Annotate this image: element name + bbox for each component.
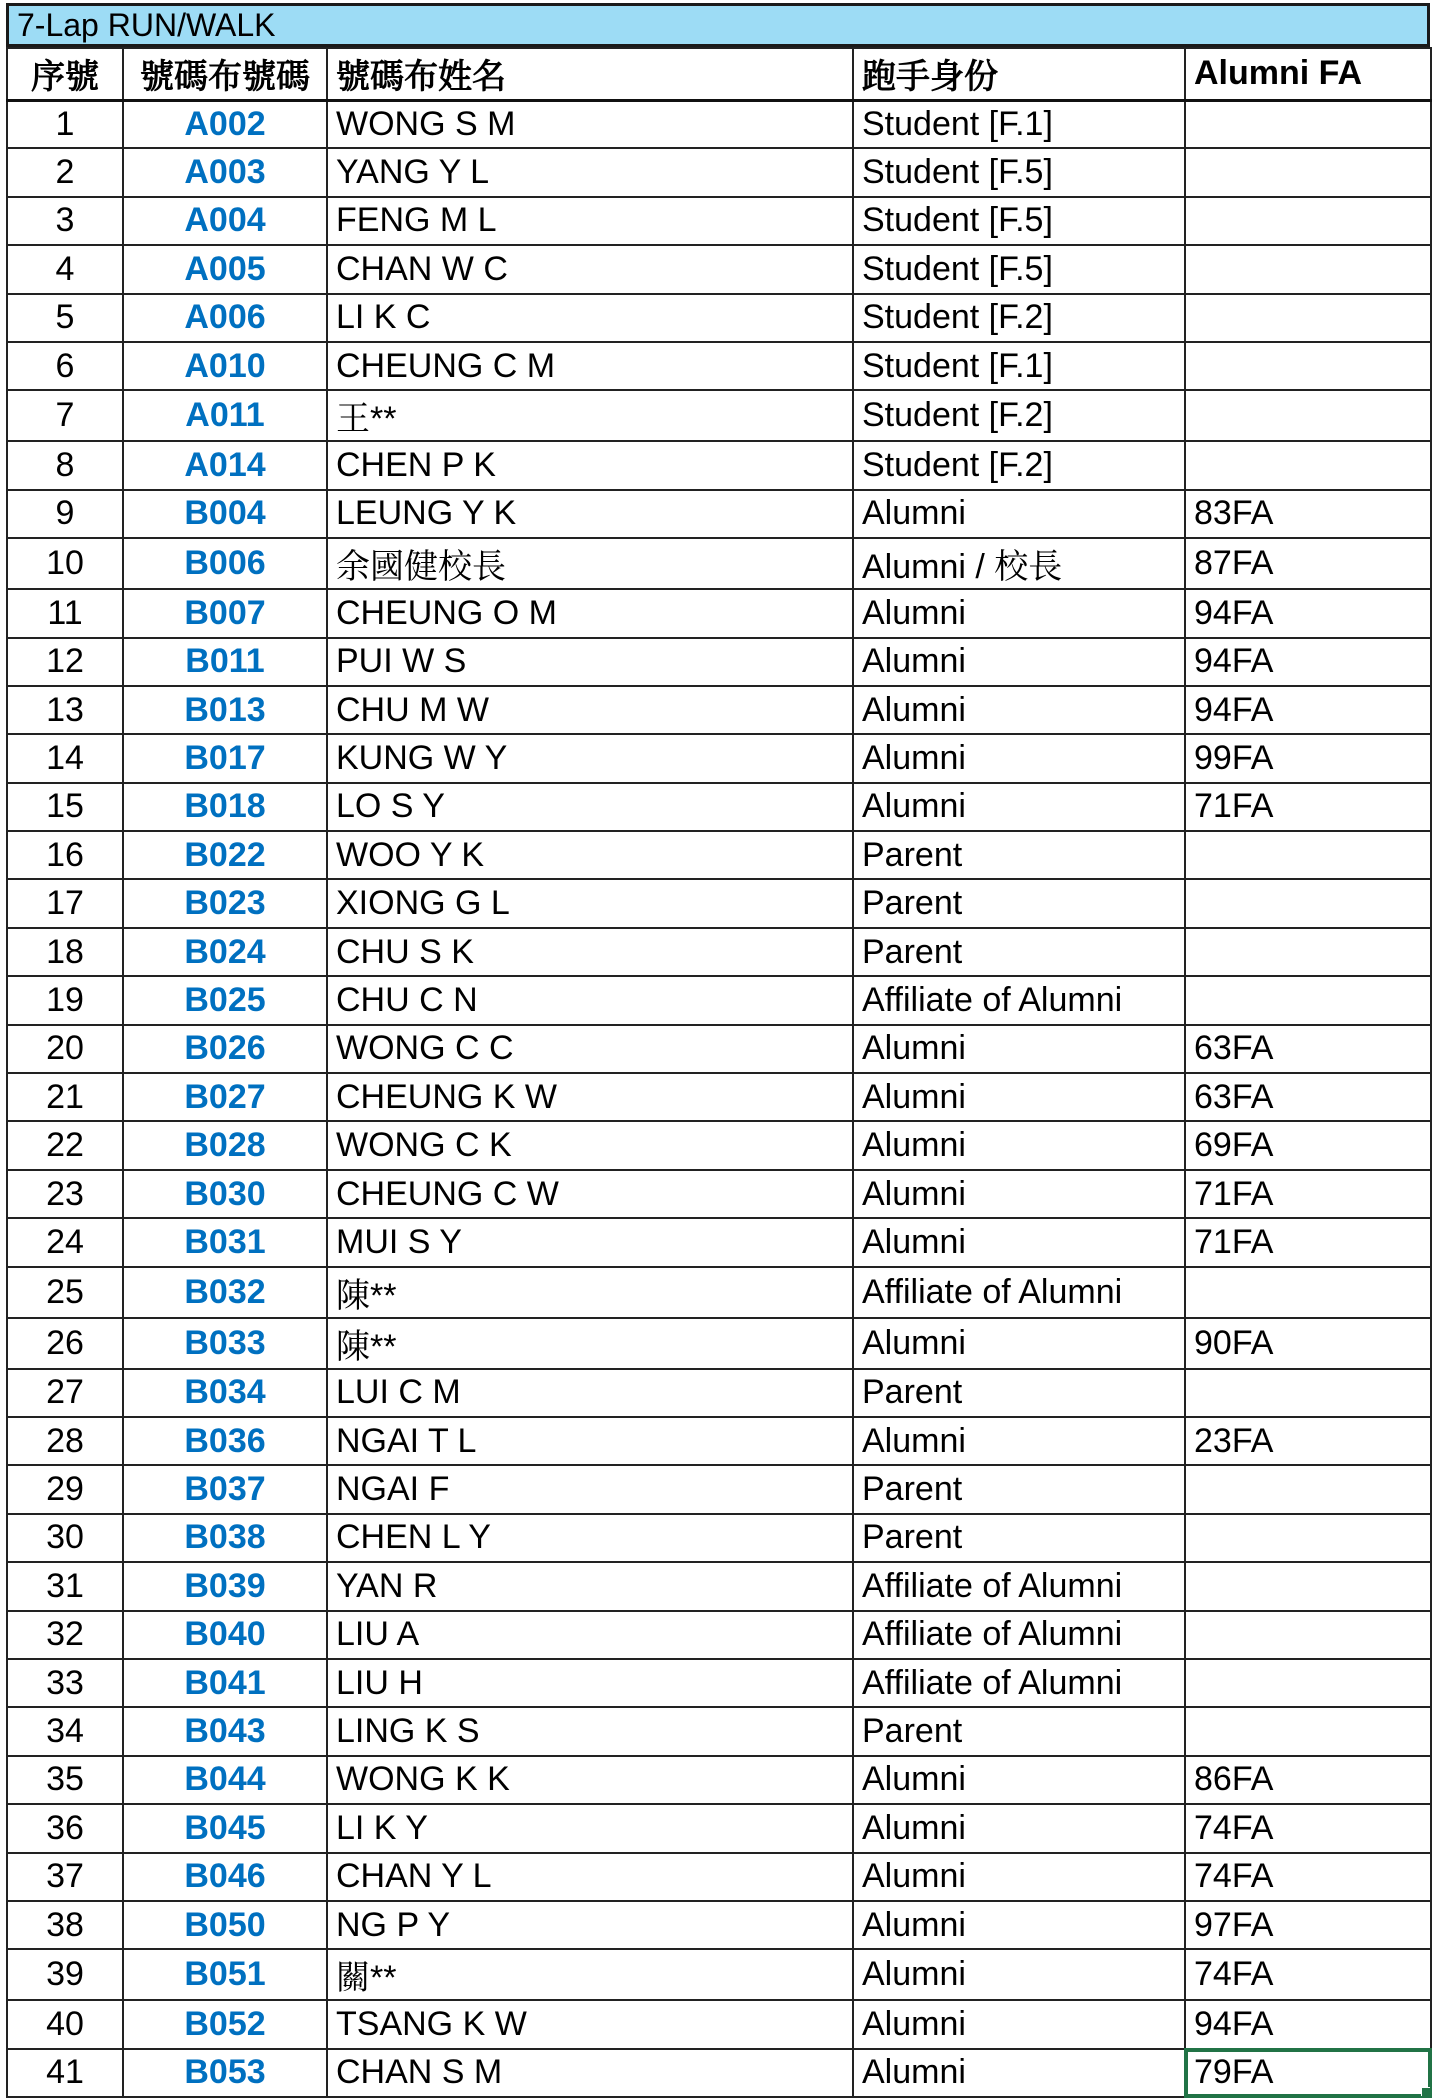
- table-header: [7, 48, 1431, 100]
- table-row: [7, 1804, 1431, 1852]
- cell-fa[interactable]: 94FA: [1185, 589, 1431, 637]
- cell-seq[interactable]: 8: [7, 441, 123, 489]
- cell-seq[interactable]: 34: [7, 1707, 123, 1755]
- cell-name[interactable]: LO S Y: [327, 783, 853, 831]
- cell-bib[interactable]: B037: [123, 1465, 327, 1513]
- cell-seq[interactable]: 16: [7, 831, 123, 879]
- cell-fa[interactable]: [1185, 976, 1431, 1024]
- cell-seq[interactable]: 21: [7, 1073, 123, 1121]
- table-row: [7, 1949, 1431, 2000]
- cell-fa[interactable]: [1185, 1369, 1431, 1417]
- cell-name[interactable]: CHEN P K: [327, 441, 853, 489]
- cell-seq[interactable]: 4: [7, 245, 123, 293]
- cell-name[interactable]: WONG C K: [327, 1121, 853, 1169]
- table-row: [7, 1707, 1431, 1755]
- cell-bib[interactable]: B036: [123, 1417, 327, 1465]
- table-row: [7, 1417, 1431, 1465]
- cell-role[interactable]: Alumni: [853, 2049, 1185, 2097]
- cell-bib[interactable]: B025: [123, 976, 327, 1024]
- sheet-title-cell[interactable]: [6, 3, 1430, 47]
- cell-role[interactable]: Alumni: [853, 1853, 1185, 1901]
- cell-role[interactable]: Student [F.5]: [853, 148, 1185, 196]
- cell-role[interactable]: Student [F.1]: [853, 100, 1185, 148]
- cell-seq[interactable]: 15: [7, 783, 123, 831]
- cell-fa[interactable]: 90FA: [1185, 1318, 1431, 1369]
- cell-name[interactable]: MUI S Y: [327, 1218, 853, 1266]
- cell-fa[interactable]: [1185, 441, 1431, 489]
- cell-name[interactable]: LI K C: [327, 294, 853, 342]
- table-row: [7, 2049, 1431, 2097]
- cell-name[interactable]: CHEUNG O M: [327, 589, 853, 637]
- cell-role[interactable]: Alumni: [853, 1756, 1185, 1804]
- cell-bib[interactable]: B045: [123, 1804, 327, 1852]
- cell-fa[interactable]: 99FA: [1185, 734, 1431, 782]
- cell-name[interactable]: 陳**: [327, 1267, 853, 1318]
- cell-seq[interactable]: 22: [7, 1121, 123, 1169]
- cell-fa[interactable]: [1185, 197, 1431, 245]
- cell-bib[interactable]: B050: [123, 1901, 327, 1949]
- header-name[interactable]: 號碼布姓名: [327, 48, 853, 100]
- cell-fa[interactable]: [1185, 294, 1431, 342]
- cell-fa[interactable]: 71FA: [1185, 1218, 1431, 1266]
- table-row: [7, 390, 1431, 441]
- cell-seq[interactable]: 37: [7, 1853, 123, 1901]
- table-row: [7, 1369, 1431, 1417]
- cell-bib[interactable]: A005: [123, 245, 327, 293]
- cell-bib[interactable]: A003: [123, 148, 327, 196]
- cell-fa[interactable]: [1185, 879, 1431, 927]
- cell-seq[interactable]: 26: [7, 1318, 123, 1369]
- cell-name[interactable]: FENG M L: [327, 197, 853, 245]
- cell-seq[interactable]: 39: [7, 1949, 123, 2000]
- cell-role[interactable]: Alumni: [853, 783, 1185, 831]
- cell-seq[interactable]: 23: [7, 1170, 123, 1218]
- cell-bib[interactable]: B051: [123, 1949, 327, 2000]
- cell-role[interactable]: Alumni: [853, 1025, 1185, 1073]
- cell-bib[interactable]: B026: [123, 1025, 327, 1073]
- cell-role[interactable]: Affiliate of Alumni: [853, 1659, 1185, 1707]
- cell-role[interactable]: Student [F.2]: [853, 390, 1185, 441]
- table-row: [7, 1170, 1431, 1218]
- cell-name[interactable]: TSANG K W: [327, 2000, 853, 2048]
- table-row: [7, 1611, 1431, 1659]
- cell-role[interactable]: Parent: [853, 928, 1185, 976]
- table-row: [7, 1659, 1431, 1707]
- table-row: [7, 1465, 1431, 1513]
- cell-name[interactable]: CHEUNG C M: [327, 342, 853, 390]
- cell-seq[interactable]: 1: [7, 100, 123, 148]
- cell-name[interactable]: CHU M W: [327, 686, 853, 734]
- cell-seq[interactable]: 3: [7, 197, 123, 245]
- table-row: [7, 1514, 1431, 1562]
- cell-role[interactable]: Alumni: [853, 490, 1185, 538]
- cell-seq[interactable]: 13: [7, 686, 123, 734]
- cell-bib[interactable]: A014: [123, 441, 327, 489]
- table-row: [7, 638, 1431, 686]
- cell-seq[interactable]: 6: [7, 342, 123, 390]
- cell-fa[interactable]: [1185, 390, 1431, 441]
- cell-fa[interactable]: 63FA: [1185, 1073, 1431, 1121]
- cell-role[interactable]: Alumni / 校長: [853, 538, 1185, 589]
- cell-fa[interactable]: [1185, 100, 1431, 148]
- cell-role[interactable]: Alumni: [853, 734, 1185, 782]
- cell-name[interactable]: KUNG W Y: [327, 734, 853, 782]
- cell-seq[interactable]: 18: [7, 928, 123, 976]
- table-row: [7, 1267, 1431, 1318]
- table-row: [7, 100, 1431, 148]
- cell-bib[interactable]: B006: [123, 538, 327, 589]
- cell-bib[interactable]: B022: [123, 831, 327, 879]
- cell-role[interactable]: Student [F.5]: [853, 197, 1185, 245]
- cell-seq[interactable]: 14: [7, 734, 123, 782]
- cell-fa[interactable]: 94FA: [1185, 2000, 1431, 2048]
- cell-role[interactable]: Student [F.2]: [853, 441, 1185, 489]
- cell-bib[interactable]: B041: [123, 1659, 327, 1707]
- cell-bib[interactable]: B039: [123, 1562, 327, 1610]
- cell-bib[interactable]: B004: [123, 490, 327, 538]
- table-row: [7, 441, 1431, 489]
- cell-fa[interactable]: 83FA: [1185, 490, 1431, 538]
- cell-bib[interactable]: A002: [123, 100, 327, 148]
- cell-fa[interactable]: 87FA: [1185, 538, 1431, 589]
- table-row: [7, 148, 1431, 196]
- cell-role[interactable]: Student [F.2]: [853, 294, 1185, 342]
- table-body: [7, 100, 1431, 2097]
- cell-bib[interactable]: B034: [123, 1369, 327, 1417]
- cell-name[interactable]: CHEN L Y: [327, 1514, 853, 1562]
- cell-name[interactable]: LIU H: [327, 1659, 853, 1707]
- table-row: [7, 734, 1431, 782]
- cell-seq[interactable]: 29: [7, 1465, 123, 1513]
- cell-fa[interactable]: 94FA: [1185, 638, 1431, 686]
- cell-role[interactable]: Parent: [853, 1369, 1185, 1417]
- cell-bib[interactable]: B040: [123, 1611, 327, 1659]
- table-row: [7, 490, 1431, 538]
- cell-role[interactable]: Alumni: [853, 1218, 1185, 1266]
- header-row: [7, 48, 1431, 100]
- table-row: [7, 1073, 1431, 1121]
- table-row: [7, 686, 1431, 734]
- cell-fa[interactable]: 74FA: [1185, 1804, 1431, 1852]
- cell-bib[interactable]: B013: [123, 686, 327, 734]
- cell-role[interactable]: Parent: [853, 1514, 1185, 1562]
- table-row: [7, 1562, 1431, 1610]
- cell-name[interactable]: LI K Y: [327, 1804, 853, 1852]
- cell-role[interactable]: Parent: [853, 1465, 1185, 1513]
- cell-bib[interactable]: B033: [123, 1318, 327, 1369]
- cell-name[interactable]: XIONG G L: [327, 879, 853, 927]
- cell-bib[interactable]: B044: [123, 1756, 327, 1804]
- cell-seq[interactable]: 5: [7, 294, 123, 342]
- cell-name[interactable]: NGAI F: [327, 1465, 853, 1513]
- cell-role[interactable]: Affiliate of Alumni: [853, 1611, 1185, 1659]
- cell-bib[interactable]: B018: [123, 783, 327, 831]
- cell-seq[interactable]: 27: [7, 1369, 123, 1417]
- sheet-title: 7-Lap RUN/WALK: [17, 7, 276, 43]
- cell-bib[interactable]: B024: [123, 928, 327, 976]
- cell-fa[interactable]: 97FA: [1185, 1901, 1431, 1949]
- cell-fa[interactable]: 74FA: [1185, 1949, 1431, 2000]
- cell-seq[interactable]: 11: [7, 589, 123, 637]
- cell-fa[interactable]: 71FA: [1185, 1170, 1431, 1218]
- cell-fa[interactable]: 69FA: [1185, 1121, 1431, 1169]
- cell-seq[interactable]: 7: [7, 390, 123, 441]
- cell-role[interactable]: Alumni: [853, 1170, 1185, 1218]
- cell-role[interactable]: Alumni: [853, 1121, 1185, 1169]
- cell-bib[interactable]: B030: [123, 1170, 327, 1218]
- cell-fa[interactable]: 94FA: [1185, 686, 1431, 734]
- cell-bib[interactable]: B028: [123, 1121, 327, 1169]
- cell-fa[interactable]: [1185, 831, 1431, 879]
- table-row: [7, 342, 1431, 390]
- cell-bib[interactable]: B023: [123, 879, 327, 927]
- cell-bib[interactable]: B043: [123, 1707, 327, 1755]
- cell-seq[interactable]: 40: [7, 2000, 123, 2048]
- cell-seq[interactable]: 10: [7, 538, 123, 589]
- cell-seq[interactable]: 41: [7, 2049, 123, 2097]
- cell-name[interactable]: NGAI T L: [327, 1417, 853, 1465]
- cell-fa[interactable]: [1185, 928, 1431, 976]
- cell-seq[interactable]: 30: [7, 1514, 123, 1562]
- cell-fa[interactable]: 63FA: [1185, 1025, 1431, 1073]
- cell-bib[interactable]: B011: [123, 638, 327, 686]
- cell-fa[interactable]: [1185, 1465, 1431, 1513]
- table-row: [7, 245, 1431, 293]
- cell-fa[interactable]: 71FA: [1185, 783, 1431, 831]
- cell-seq[interactable]: 17: [7, 879, 123, 927]
- cell-name[interactable]: CHU C N: [327, 976, 853, 1024]
- cell-bib[interactable]: B031: [123, 1218, 327, 1266]
- table-row: [7, 879, 1431, 927]
- cell-name[interactable]: CHU S K: [327, 928, 853, 976]
- cell-name[interactable]: CHEUNG K W: [327, 1073, 853, 1121]
- table-row: [7, 928, 1431, 976]
- cell-name[interactable]: 王**: [327, 390, 853, 441]
- table-row: [7, 1218, 1431, 1266]
- spreadsheet: [6, 3, 1430, 2098]
- cell-seq[interactable]: 35: [7, 1756, 123, 1804]
- cell-role[interactable]: Alumni: [853, 1318, 1185, 1369]
- header-role[interactable]: 跑手身份: [853, 48, 1185, 100]
- cell-name[interactable]: WOO Y K: [327, 831, 853, 879]
- cell-seq[interactable]: 25: [7, 1267, 123, 1318]
- cell-role[interactable]: Alumni: [853, 2000, 1185, 2048]
- cell-fa[interactable]: 86FA: [1185, 1756, 1431, 1804]
- cell-role[interactable]: Alumni: [853, 686, 1185, 734]
- header-fa[interactable]: Alumni FA: [1185, 48, 1431, 100]
- cell-bib[interactable]: B046: [123, 1853, 327, 1901]
- cell-seq[interactable]: 28: [7, 1417, 123, 1465]
- table-row: [7, 1318, 1431, 1369]
- cell-bib[interactable]: A006: [123, 294, 327, 342]
- cell-role[interactable]: Alumni: [853, 1804, 1185, 1852]
- cell-seq[interactable]: 9: [7, 490, 123, 538]
- cell-bib[interactable]: B053: [123, 2049, 327, 2097]
- cell-role[interactable]: Alumni: [853, 1901, 1185, 1949]
- cell-name[interactable]: LING K S: [327, 1707, 853, 1755]
- cell-seq[interactable]: 36: [7, 1804, 123, 1852]
- cell-role[interactable]: Alumni: [853, 589, 1185, 637]
- selected-cell[interactable]: 79FA: [1185, 2049, 1431, 2097]
- table-row: [7, 976, 1431, 1024]
- cell-role[interactable]: Affiliate of Alumni: [853, 976, 1185, 1024]
- cell-name[interactable]: LEUNG Y K: [327, 490, 853, 538]
- table-row: [7, 1901, 1431, 1949]
- header-bib[interactable]: 號碼布號碼: [123, 48, 327, 100]
- header-seq[interactable]: 序號: [7, 48, 123, 100]
- cell-seq[interactable]: 33: [7, 1659, 123, 1707]
- table-row: [7, 783, 1431, 831]
- cell-role[interactable]: Parent: [853, 1707, 1185, 1755]
- cell-fa[interactable]: [1185, 1611, 1431, 1659]
- cell-role[interactable]: Affiliate of Alumni: [853, 1267, 1185, 1318]
- cell-bib[interactable]: B007: [123, 589, 327, 637]
- cell-name[interactable]: PUI W S: [327, 638, 853, 686]
- cell-name[interactable]: WONG S M: [327, 100, 853, 148]
- cell-seq[interactable]: 32: [7, 1611, 123, 1659]
- cell-fa[interactable]: [1185, 1267, 1431, 1318]
- cell-bib[interactable]: A010: [123, 342, 327, 390]
- cell-seq[interactable]: 2: [7, 148, 123, 196]
- cell-bib[interactable]: B052: [123, 2000, 327, 2048]
- cell-name[interactable]: WONG K K: [327, 1756, 853, 1804]
- cell-name[interactable]: CHAN W C: [327, 245, 853, 293]
- cell-role[interactable]: Affiliate of Alumni: [853, 1562, 1185, 1610]
- cell-seq[interactable]: 31: [7, 1562, 123, 1610]
- cell-role[interactable]: Parent: [853, 879, 1185, 927]
- cell-seq[interactable]: 24: [7, 1218, 123, 1266]
- cell-fa[interactable]: [1185, 148, 1431, 196]
- table-row: [7, 1756, 1431, 1804]
- table-row: [7, 197, 1431, 245]
- cell-role[interactable]: Alumni: [853, 638, 1185, 686]
- cell-role[interactable]: Alumni: [853, 1949, 1185, 2000]
- table-row: [7, 589, 1431, 637]
- cell-name[interactable]: CHAN Y L: [327, 1853, 853, 1901]
- cell-fa[interactable]: [1185, 1707, 1431, 1755]
- cell-name[interactable]: WONG C C: [327, 1025, 853, 1073]
- cell-fa[interactable]: 74FA: [1185, 1853, 1431, 1901]
- cell-bib[interactable]: A011: [123, 390, 327, 441]
- cell-fa[interactable]: 23FA: [1185, 1417, 1431, 1465]
- table-row: [7, 1853, 1431, 1901]
- cell-seq[interactable]: 19: [7, 976, 123, 1024]
- table-row: [7, 831, 1431, 879]
- cell-fa[interactable]: [1185, 342, 1431, 390]
- cell-name[interactable]: CHAN S M: [327, 2049, 853, 2097]
- cell-name[interactable]: NG P Y: [327, 1901, 853, 1949]
- cell-seq[interactable]: 12: [7, 638, 123, 686]
- table-row: [7, 538, 1431, 589]
- cell-role[interactable]: Student [F.1]: [853, 342, 1185, 390]
- cell-seq[interactable]: 38: [7, 1901, 123, 1949]
- cell-bib[interactable]: B038: [123, 1514, 327, 1562]
- cell-name[interactable]: 余國健校長: [327, 538, 853, 589]
- cell-bib[interactable]: B017: [123, 734, 327, 782]
- cell-role[interactable]: Alumni: [853, 1417, 1185, 1465]
- cell-name[interactable]: 關**: [327, 1949, 853, 2000]
- cell-seq[interactable]: 20: [7, 1025, 123, 1073]
- cell-name[interactable]: YANG Y L: [327, 148, 853, 196]
- cell-bib[interactable]: B032: [123, 1267, 327, 1318]
- cell-role[interactable]: Student [F.5]: [853, 245, 1185, 293]
- fill-handle[interactable]: [1421, 2087, 1431, 2097]
- cell-name[interactable]: LIU A: [327, 1611, 853, 1659]
- participant-table: [6, 47, 1432, 2098]
- cell-name[interactable]: YAN R: [327, 1562, 853, 1610]
- cell-fa[interactable]: [1185, 1514, 1431, 1562]
- cell-fa[interactable]: [1185, 1659, 1431, 1707]
- cell-role[interactable]: Parent: [853, 831, 1185, 879]
- cell-bib[interactable]: B027: [123, 1073, 327, 1121]
- cell-fa[interactable]: [1185, 1562, 1431, 1610]
- cell-fa[interactable]: [1185, 245, 1431, 293]
- cell-name[interactable]: LUI C M: [327, 1369, 853, 1417]
- cell-name[interactable]: 陳**: [327, 1318, 853, 1369]
- table-row: [7, 1121, 1431, 1169]
- cell-role[interactable]: Alumni: [853, 1073, 1185, 1121]
- cell-name[interactable]: CHEUNG C W: [327, 1170, 853, 1218]
- cell-bib[interactable]: A004: [123, 197, 327, 245]
- table-row: [7, 2000, 1431, 2048]
- table-row: [7, 1025, 1431, 1073]
- table-row: [7, 294, 1431, 342]
